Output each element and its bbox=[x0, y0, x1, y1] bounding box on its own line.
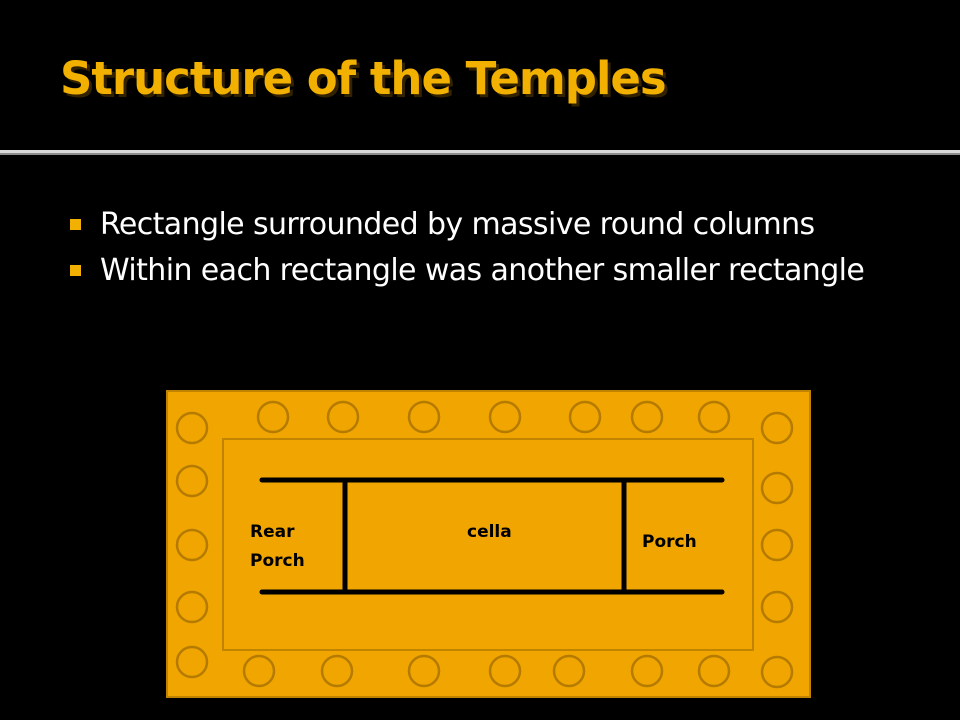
column-circle bbox=[177, 530, 207, 560]
column-circle bbox=[258, 402, 288, 432]
column-circle bbox=[632, 656, 662, 686]
column-circle bbox=[632, 402, 662, 432]
square-bullet-icon bbox=[70, 219, 81, 230]
column-circle bbox=[490, 656, 520, 686]
column-circle bbox=[177, 647, 207, 677]
column-circle bbox=[490, 402, 520, 432]
column-circle bbox=[177, 466, 207, 496]
rear-porch-label: Porch bbox=[250, 551, 305, 571]
column-circle bbox=[177, 592, 207, 622]
cella-label: cella bbox=[467, 522, 512, 542]
column-circle bbox=[699, 656, 729, 686]
column-circle bbox=[409, 402, 439, 432]
column-circle bbox=[762, 657, 792, 687]
column-circle bbox=[244, 656, 274, 686]
bullet-text: Rectangle surrounded by massive round columns bbox=[100, 207, 815, 242]
square-bullet-icon bbox=[70, 265, 81, 276]
column-circle bbox=[570, 402, 600, 432]
column-circle bbox=[699, 402, 729, 432]
column-circle bbox=[762, 530, 792, 560]
column-circle bbox=[177, 413, 207, 443]
rear-porch-label: Rear bbox=[250, 522, 295, 542]
bullet-item bbox=[64, 248, 884, 294]
title-divider bbox=[0, 150, 960, 155]
title-bar bbox=[0, 0, 960, 150]
bullet-item bbox=[64, 202, 884, 248]
column-circle bbox=[328, 402, 358, 432]
column-circle bbox=[322, 656, 352, 686]
temple-diagram bbox=[166, 390, 811, 698]
bullet-text: Within each rectangle was another smaller rectangle bbox=[100, 253, 865, 288]
column-circle bbox=[554, 656, 584, 686]
column-circle bbox=[762, 592, 792, 622]
slide-title: Structure of the Temples bbox=[60, 52, 666, 105]
porch-label: Porch bbox=[642, 532, 697, 552]
column-circle bbox=[762, 473, 792, 503]
column-circle bbox=[762, 413, 792, 443]
bullet-list bbox=[64, 202, 884, 294]
column-circle bbox=[409, 656, 439, 686]
